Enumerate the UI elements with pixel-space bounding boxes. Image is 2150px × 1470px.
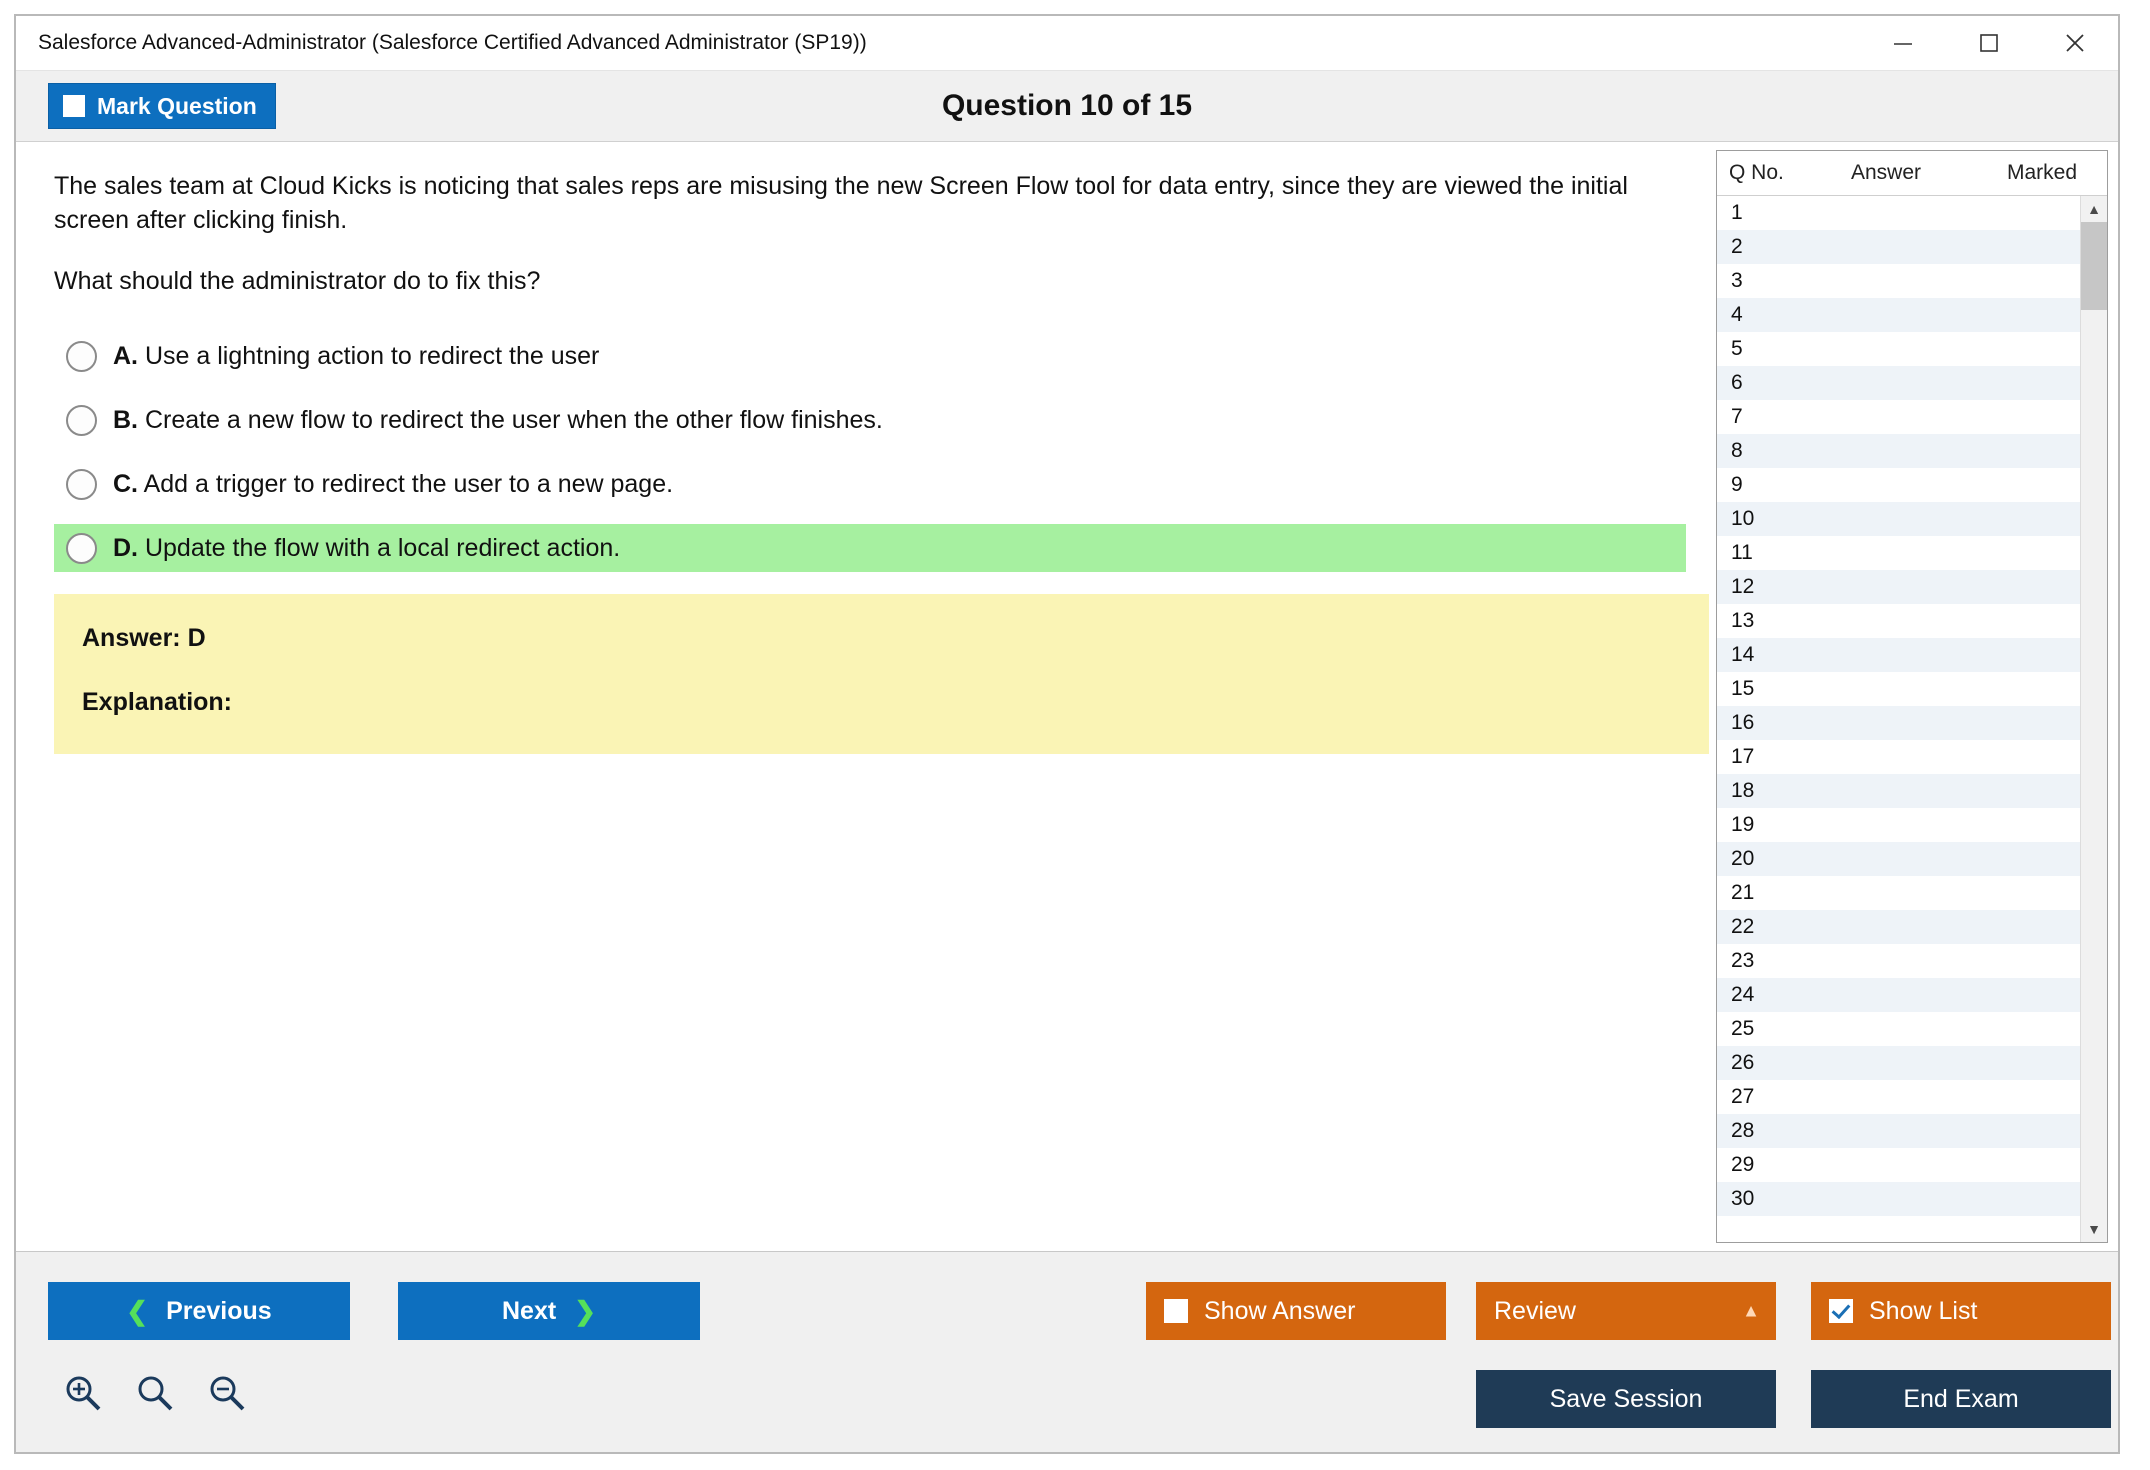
row-number: 1 — [1731, 201, 1743, 224]
column-header-qno: Q No. — [1729, 161, 1784, 184]
maximize-button[interactable] — [1946, 16, 2032, 70]
row-number: 6 — [1731, 371, 1743, 394]
row-number: 5 — [1731, 337, 1743, 360]
table-row[interactable] — [1717, 400, 2080, 434]
row-number: 19 — [1731, 813, 1755, 836]
close-icon — [2060, 28, 2090, 58]
zoom-in-icon[interactable] — [62, 1372, 104, 1414]
body-area — [16, 141, 2118, 1251]
question-rows — [1717, 196, 2080, 1242]
window-title: Salesforce Advanced-Administrator (Salesforce Certified Advanced Administrator (SP19)) — [38, 31, 867, 54]
table-row[interactable] — [1717, 434, 2080, 468]
review-dropdown-button[interactable] — [1476, 1282, 1776, 1340]
show-list-button[interactable] — [1811, 1282, 2111, 1340]
table-row[interactable] — [1717, 876, 2080, 910]
row-number: 13 — [1731, 609, 1755, 632]
table-row[interactable] — [1717, 570, 2080, 604]
mark-question-checkbox-icon[interactable] — [63, 95, 85, 117]
option-b-letter: B. — [113, 405, 138, 434]
end-exam-label: End Exam — [1903, 1384, 2019, 1413]
table-row[interactable] — [1717, 1148, 2080, 1182]
radio-icon[interactable] — [66, 405, 97, 436]
show-answer-button[interactable] — [1146, 1282, 1446, 1340]
radio-icon[interactable] — [66, 469, 97, 500]
table-row[interactable] — [1717, 298, 2080, 332]
table-row[interactable] — [1717, 502, 2080, 536]
show-list-checkbox-icon[interactable] — [1829, 1299, 1853, 1323]
row-number: 27 — [1731, 1085, 1755, 1108]
zoom-out-icon[interactable] — [206, 1372, 248, 1414]
column-header-marked: Marked — [2006, 161, 2078, 184]
table-row[interactable] — [1717, 230, 2080, 264]
minimize-button[interactable] — [1860, 16, 1946, 70]
table-row[interactable] — [1717, 536, 2080, 570]
row-number: 16 — [1731, 711, 1755, 734]
end-exam-button[interactable] — [1811, 1370, 2111, 1428]
option-a[interactable] — [54, 332, 1686, 380]
row-number: 21 — [1731, 881, 1755, 904]
row-number: 4 — [1731, 303, 1743, 326]
table-row[interactable] — [1717, 774, 2080, 808]
table-row[interactable] — [1717, 740, 2080, 774]
question-list-header — [1717, 151, 2107, 196]
scroll-up-icon[interactable]: ▲ — [2087, 201, 2101, 217]
column-header-answer: Answer — [1850, 161, 1922, 184]
row-number: 17 — [1731, 745, 1755, 768]
table-row[interactable] — [1717, 978, 2080, 1012]
row-number: 25 — [1731, 1017, 1755, 1040]
review-label: Review — [1494, 1296, 1576, 1325]
save-session-label: Save Session — [1549, 1384, 1703, 1413]
mark-question-button[interactable] — [48, 83, 276, 129]
option-d-label — [113, 534, 620, 563]
question-paragraph-2: What should the administrator do to fix this? — [54, 266, 541, 295]
scroll-down-icon[interactable]: ▼ — [2087, 1221, 2101, 1237]
option-c-label — [113, 470, 673, 499]
table-row[interactable] — [1717, 1012, 2080, 1046]
row-number: 22 — [1731, 915, 1755, 938]
row-number: 15 — [1731, 677, 1755, 700]
table-row[interactable] — [1717, 706, 2080, 740]
chevron-right-icon: ❯ — [574, 1295, 596, 1326]
table-row[interactable] — [1717, 264, 2080, 298]
row-number: 24 — [1731, 983, 1755, 1006]
answer-label: Answer: D — [82, 624, 206, 653]
question-paragraph-1: The sales team at Cloud Kicks is noticing that sales reps are misusing the new Screen Flow tool for data entry, since they are viewed the initial screen after clicking finish. — [54, 172, 1628, 234]
exam-window — [14, 14, 2120, 1454]
row-number: 23 — [1731, 949, 1755, 972]
table-row[interactable] — [1717, 1114, 2080, 1148]
row-number: 9 — [1731, 473, 1743, 496]
zoom-controls — [62, 1372, 248, 1414]
option-b-label — [113, 406, 883, 435]
previous-label: Previous — [166, 1296, 272, 1325]
toolbar — [16, 71, 2118, 141]
row-number: 29 — [1731, 1153, 1755, 1176]
option-a-letter: A. — [113, 341, 138, 370]
show-answer-checkbox-icon[interactable] — [1164, 1299, 1188, 1323]
maximize-icon — [1976, 30, 2002, 56]
chevron-left-icon: ❮ — [126, 1295, 149, 1326]
table-row[interactable] — [1717, 1046, 2080, 1080]
radio-icon[interactable] — [66, 341, 97, 372]
row-number: 26 — [1731, 1051, 1755, 1074]
table-row[interactable] — [1717, 842, 2080, 876]
option-d-text: Update the flow with a local redirect action. — [144, 533, 621, 562]
option-a-label — [113, 342, 599, 371]
row-number: 10 — [1731, 507, 1755, 530]
option-c-letter: C. — [113, 469, 138, 498]
table-row[interactable] — [1717, 468, 2080, 502]
title-bar — [16, 16, 2118, 71]
table-row[interactable] — [1717, 604, 2080, 638]
scrollbar-thumb[interactable] — [2081, 222, 2107, 310]
previous-button[interactable] — [48, 1282, 350, 1340]
chevron-up-icon: ▲ — [1742, 1300, 1760, 1321]
row-number: 2 — [1731, 235, 1743, 258]
table-row[interactable] — [1717, 332, 2080, 366]
explanation-label: Explanation: — [82, 688, 233, 717]
next-label: Next — [502, 1296, 557, 1325]
minimize-icon — [1890, 30, 1916, 56]
option-b[interactable] — [54, 396, 1686, 444]
row-number: 28 — [1731, 1119, 1755, 1142]
page-title: Question 10 of 15 — [941, 89, 1193, 122]
show-list-label: Show List — [1869, 1296, 1978, 1325]
table-row[interactable] — [1717, 1080, 2080, 1114]
row-number: 14 — [1731, 643, 1755, 666]
table-row[interactable] — [1717, 910, 2080, 944]
table-row[interactable] — [1717, 1182, 2080, 1216]
row-number: 11 — [1731, 541, 1753, 564]
question-list-panel — [1716, 150, 2108, 1243]
table-row[interactable] — [1717, 638, 2080, 672]
row-number: 7 — [1731, 405, 1743, 428]
option-d[interactable] — [54, 524, 1686, 572]
scrollbar-track[interactable] — [2081, 222, 2107, 1216]
zoom-reset-icon[interactable] — [134, 1372, 176, 1414]
row-number: 12 — [1731, 575, 1755, 598]
save-session-button[interactable] — [1476, 1370, 1776, 1428]
options-list — [54, 332, 1686, 572]
table-row[interactable] — [1717, 808, 2080, 842]
radio-icon[interactable] — [66, 533, 97, 564]
close-button[interactable] — [2032, 16, 2118, 70]
option-a-text: Use a lightning action to redirect the user — [144, 341, 600, 370]
row-number: 8 — [1731, 439, 1743, 462]
table-row[interactable] — [1717, 672, 2080, 706]
table-row[interactable] — [1717, 944, 2080, 978]
row-number: 18 — [1731, 779, 1755, 802]
question-list-body — [1717, 196, 2107, 1242]
footer-toolbar — [16, 1251, 2118, 1452]
show-answer-label: Show Answer — [1204, 1296, 1356, 1325]
option-c-text: Add a trigger to redirect the user to a new page. — [143, 469, 674, 498]
question-content — [16, 142, 1716, 1251]
answer-explanation-box — [54, 594, 1709, 754]
next-button[interactable] — [398, 1282, 700, 1340]
row-number: 3 — [1731, 269, 1743, 292]
list-scrollbar[interactable] — [2080, 196, 2107, 1242]
mark-question-label: Mark Question — [97, 92, 257, 119]
option-c[interactable] — [54, 460, 1686, 508]
row-number: 20 — [1731, 847, 1755, 870]
row-number: 30 — [1731, 1187, 1755, 1210]
table-row[interactable] — [1717, 196, 2080, 230]
table-row[interactable] — [1717, 366, 2080, 400]
option-d-letter: D. — [113, 533, 138, 562]
option-b-text: Create a new flow to redirect the user when the other flow finishes. — [144, 405, 883, 434]
